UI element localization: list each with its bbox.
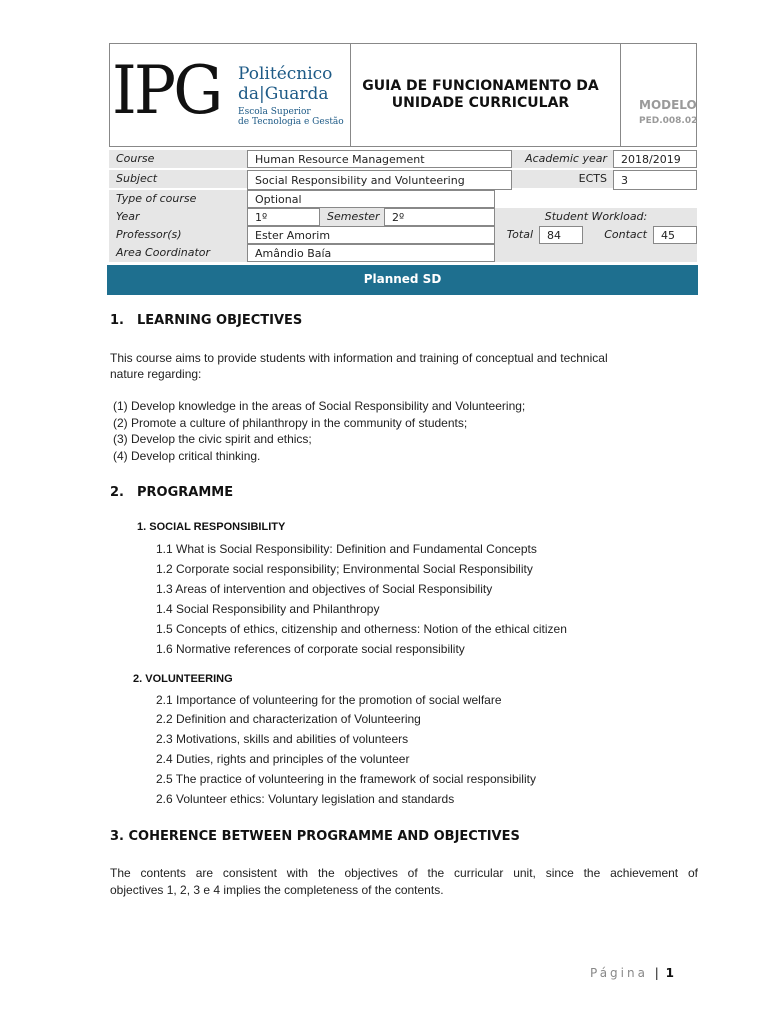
logo-subtitle-line2: de Tecnologia e Gestão <box>238 117 344 127</box>
model-label: MODELO <box>639 98 697 112</box>
ects-label: ECTS <box>512 170 613 188</box>
info-row-professor <box>109 226 697 244</box>
empty-cell <box>495 244 697 262</box>
document-title <box>358 78 603 112</box>
year-label: Year <box>109 208 247 226</box>
page-footer <box>590 966 674 980</box>
section2-title: PROGRAMME <box>137 485 234 500</box>
programme-item: 1.2 Corporate social responsibility; Environmental Social Responsibility <box>156 562 533 576</box>
section3-title: 3. COHERENCE BETWEEN PROGRAMME AND OBJECTIVES <box>110 829 520 844</box>
section1-intro-line2: nature regarding: <box>110 367 202 381</box>
academic-year-label: Academic year <box>512 150 613 168</box>
course-value: Human Resource Management <box>247 150 512 168</box>
programme-item: 1.3 Areas of intervention and objectives of Social Responsibility <box>156 582 493 596</box>
contact-value: 45 <box>653 226 697 244</box>
objective-item: (1) Develop knowledge in the areas of Social Responsibility and Volunteering; <box>113 399 526 413</box>
info-row-course <box>109 150 697 168</box>
programme-item: 2.2 Definition and characterization of Volunteering <box>156 712 421 726</box>
section1-number: 1. <box>110 313 124 328</box>
logo-name-line2: da|Guarda <box>238 84 329 104</box>
programme-item: 1.5 Concepts of ethics, citizenship and otherness: Notion of the ethical citizen <box>156 622 567 636</box>
info-row-coordinator <box>109 244 697 262</box>
professor-label: Professor(s) <box>109 226 247 244</box>
programme-item: 2.5 The practice of volunteering in the framework of social responsibility <box>156 772 536 786</box>
document-title-line2: UNIDADE CURRICULAR <box>391 95 570 111</box>
objective-item: (3) Develop the civic spirit and ethics; <box>113 432 312 446</box>
institution-logo <box>110 44 351 146</box>
programme-item: 2.3 Motivations, skills and abilities of volunteers <box>156 732 409 746</box>
professor-value: Ester Amorim <box>247 226 495 244</box>
page-separator: | <box>654 966 659 980</box>
total-label: Total <box>495 226 539 244</box>
programme-item: 2.6 Volunteer ethics: Voluntary legislation and standards <box>156 792 455 806</box>
logo-name-line1: Politécnico <box>238 64 333 84</box>
page-number: 1 <box>665 966 675 980</box>
ects-value: 3 <box>613 170 697 190</box>
info-row-subject <box>109 170 697 190</box>
academic-year-value: 2018/2019 <box>613 150 697 168</box>
model-cell <box>620 44 697 146</box>
semester-value: 2º <box>384 208 495 226</box>
programme-item: 2.1 Importance of volunteering for the promotion of social welfare <box>156 693 502 707</box>
section2-number: 2. <box>110 485 124 500</box>
course-label: Course <box>109 150 247 168</box>
subject-value: Social Responsibility and Volunteering <box>247 170 512 190</box>
planned-sd-banner: Planned SD <box>107 265 698 295</box>
type-of-course-label: Type of course <box>109 190 247 208</box>
document-title-line1: GUIA DE FUNCIONAMENTO DA <box>362 78 599 94</box>
area-coordinator-label: Area Coordinator <box>109 244 247 262</box>
section1-title: LEARNING OBJECTIVES <box>137 313 303 328</box>
section3-line2: objectives 1, 2, 3 e 4 implies the completeness of the contents. <box>110 883 444 897</box>
programme-item: 1.6 Normative references of corporate social responsibility <box>156 642 465 656</box>
subject-label: Subject <box>109 170 247 188</box>
semester-label: Semester <box>320 208 384 226</box>
objective-item: (2) Promote a culture of philanthropy in the community of students; <box>113 416 468 430</box>
model-code: PED.008.02 <box>639 116 698 126</box>
programme-item: 1.1 What is Social Responsibility: Definition and Fundamental Concepts <box>156 542 537 556</box>
programme-item: 1.4 Social Responsibility and Philanthropy <box>156 602 380 616</box>
programme-part2-title: 2. VOLUNTEERING <box>133 673 233 685</box>
info-row-type <box>109 190 697 208</box>
page-word: Página <box>590 966 648 980</box>
section3-line1: The contents are consistent with the objectives of the curricular unit, since the achievement of <box>110 866 698 880</box>
year-value: 1º <box>247 208 320 226</box>
document-header <box>109 43 697 147</box>
total-value: 84 <box>539 226 583 244</box>
section1-intro-line1: This course aims to provide students with information and training of conceptual and technical <box>110 351 608 365</box>
programme-part1-title: 1. SOCIAL RESPONSIBILITY <box>137 521 286 533</box>
logo-mark: IPG <box>112 52 221 129</box>
programme-item: 2.4 Duties, rights and principles of the volunteer <box>156 752 410 766</box>
contact-label: Contact <box>583 226 653 244</box>
type-of-course-value: Optional <box>247 190 495 208</box>
info-row-year <box>109 208 697 226</box>
student-workload-label: Student Workload: <box>495 208 697 226</box>
logo-subtitle-line1: Escola Superior <box>238 107 311 117</box>
area-coordinator-value: Amândio Baía <box>247 244 495 262</box>
objective-item: (4) Develop critical thinking. <box>113 449 261 463</box>
